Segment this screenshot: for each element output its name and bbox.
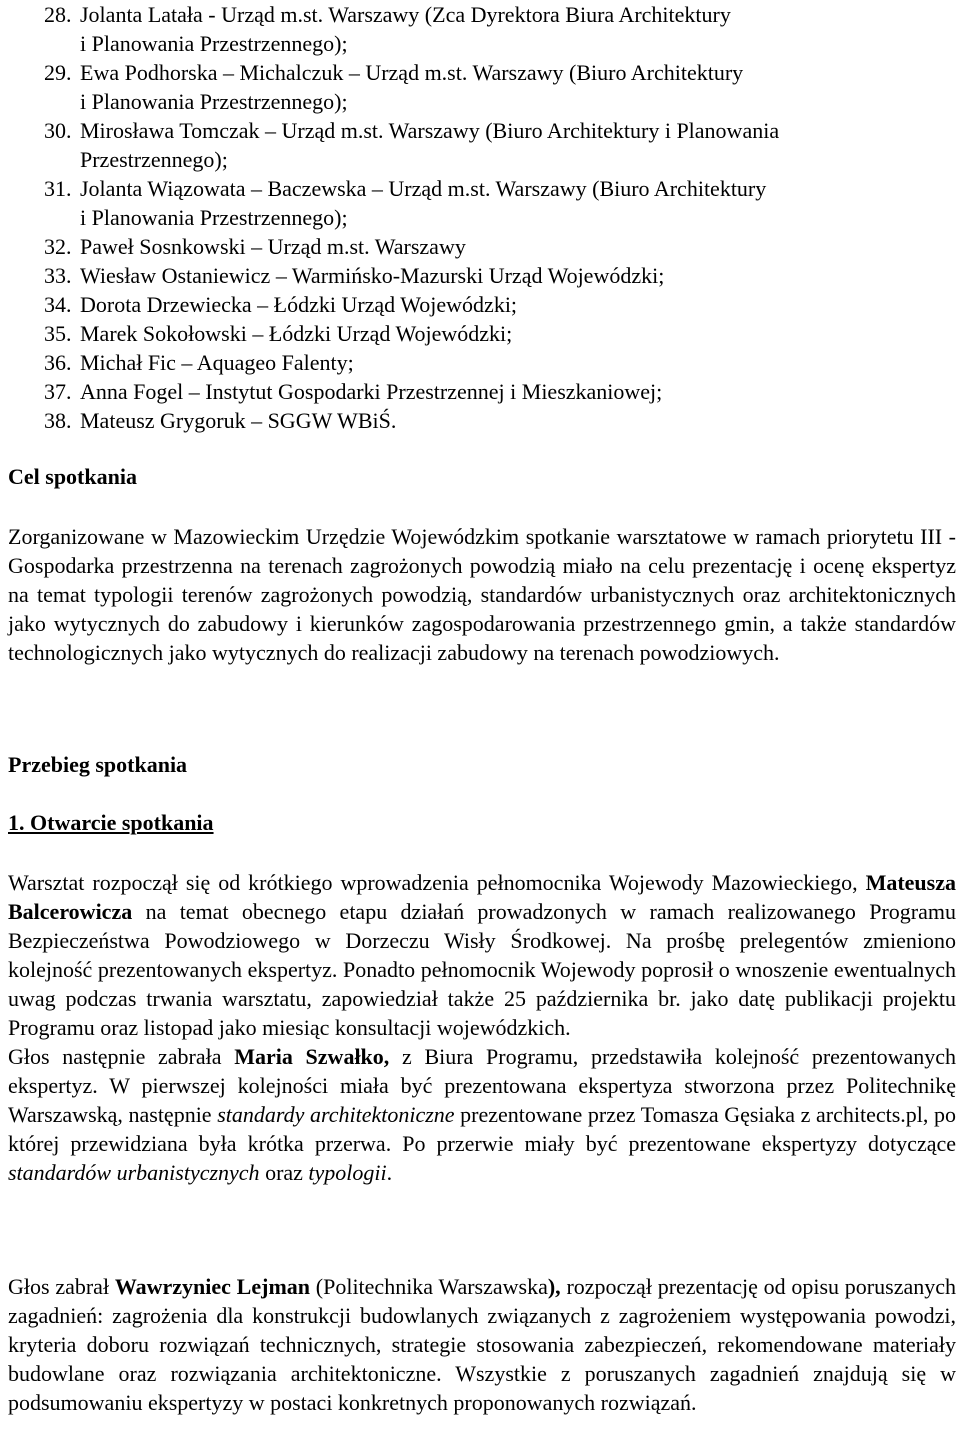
list-number: 33. — [44, 263, 72, 288]
paragraph — [8, 868, 956, 1042]
speaker-name: Wawrzyniec Lejman — [114, 1274, 310, 1299]
list-number: 30. — [44, 118, 72, 143]
list-text: Mirosława Tomczak – Urząd m.st. Warszawy (Biuro Architektury i Planowania — [80, 118, 780, 143]
list-item — [0, 290, 960, 319]
text-run: na temat obecnego etapu działań prowadzonych w ramach realizowanego Programu Bezpieczeństwa Powodziowego w Dorzeczu Wisły Środkowej. Na prośbę prelegentów zmieniono kolejność prezentowanych ekspertyz. Ponadto pełnomocnik Wojewody poprosił o wnoszenie ewentualnych uwag podczas trwania warsztatu, zapowiedział także 25 października br. jako datę publikacji projektu Programu oraz listopad jako miesiąc konsultacji wojewódzkich. — [8, 899, 956, 1040]
list-number: 32. — [44, 234, 72, 259]
text-run: (Politechnika Warszawska — [310, 1274, 548, 1299]
list-text-continued: Przestrzennego); — [80, 147, 228, 172]
list-text: Jolanta Wiązowata – Baczewska – Urząd m.st. Warszawy (Biuro Architektury — [80, 176, 767, 201]
opening-heading: 1. Otwarcie spotkania — [8, 810, 214, 835]
list-item — [0, 232, 960, 261]
text-run: . — [386, 1160, 393, 1185]
list-item — [0, 58, 960, 116]
paragraph — [8, 1272, 956, 1417]
emphasis: standardy architektoniczne — [217, 1102, 455, 1127]
paragraph — [8, 1042, 956, 1187]
list-text: Jolanta Latała - Urząd m.st. Warszawy (Zca Dyrektora Biura Architektury — [80, 2, 731, 27]
text-run: rozpoczął prezentację od opisu poruszanych zagadnień: zagrożenia dla konstrukcji budowlanych związanych z zagrożeniem występowania powodzi, kryteria doboru rozwiązań technicznych, strategie stosowania zabezpieczeń, rekomendowane materiały budowlane oraz rozwiązania architektoniczne. Wszystkie z poruszanych zagadnień znajdują się w podsumowaniu ekspertyzy w postaci konkretnych proponowanych rozwiązań. — [8, 1274, 956, 1415]
text-run: prezentowane przez Tomasza Gęsiaka z architects.pl, po której przewidziana była krótka przerwa. Po przerwie miały być prezentowane ekspertyzy dotyczące — [8, 1102, 957, 1156]
list-number: 36. — [44, 350, 72, 375]
list-number: 34. — [44, 292, 72, 317]
goal-paragraph — [8, 522, 956, 667]
list-text-continued: i Planowania Przestrzennego); — [80, 89, 348, 114]
opening-paragraphs — [8, 868, 956, 1187]
list-item — [0, 406, 960, 435]
list-item — [0, 116, 960, 174]
list-number: 29. — [44, 60, 72, 85]
list-text: Mateusz Grygoruk – SGGW WBiŚ. — [80, 408, 397, 433]
list-text: Anna Fogel – Instytut Gospodarki Przestrzennej i Mieszkaniowej; — [80, 379, 663, 404]
speaker-paragraph — [8, 1272, 956, 1417]
list-text-continued: i Planowania Przestrzennego); — [80, 205, 348, 230]
list-text: Dorota Drzewiecka – Łódzki Urząd Wojewódzki; — [80, 292, 518, 317]
list-item — [0, 348, 960, 377]
list-item — [0, 261, 960, 290]
speaker-name: Mateusza Balcerowicza — [8, 870, 956, 924]
list-text: Marek Sokołowski – Łódzki Urząd Wojewódzki; — [80, 321, 513, 346]
list-number: 37. — [44, 379, 72, 404]
course-heading: Przebieg spotkania — [8, 752, 188, 777]
list-number: 38. — [44, 408, 72, 433]
text-run: Głos następnie zabrała — [8, 1044, 235, 1069]
list-text: Wiesław Ostaniewicz – Warmińsko-Mazurski Urząd Wojewódzki; — [80, 263, 665, 288]
text-run: oraz — [259, 1160, 309, 1185]
text-run: z Biura Programu, przedstawiła kolejność prezentowanych ekspertyz. W pierwszej kolejności miała być prezentowana ekspertyza stworzona przez Politechnikę Warszawską, następnie — [8, 1044, 956, 1127]
attendee-list — [0, 0, 960, 435]
list-text: Michał Fic – Aquageo Falenty; — [80, 350, 354, 375]
list-number: 31. — [44, 176, 72, 201]
text-run: Głos zabrał — [8, 1274, 115, 1299]
text-run-bold: ), — [547, 1274, 561, 1299]
goal-heading: Cel spotkania — [8, 464, 137, 489]
list-item — [0, 377, 960, 406]
speaker-name: Maria Szwałko, — [234, 1044, 390, 1069]
emphasis: typologii — [308, 1160, 387, 1185]
list-text: Ewa Podhorska – Michalczuk – Urząd m.st. Warszawy (Biuro Architektury — [80, 60, 744, 85]
emphasis: standardów urbanistycznych — [8, 1160, 260, 1185]
list-text-continued: i Planowania Przestrzennego); — [80, 31, 348, 56]
list-item — [0, 319, 960, 348]
list-number: 35. — [44, 321, 72, 346]
list-item — [0, 174, 960, 232]
list-item — [0, 0, 960, 58]
text-run: Warsztat rozpoczął się od krótkiego wprowadzenia pełnomocnika Wojewody Mazowieckiego, — [8, 870, 866, 895]
list-text: Paweł Sosnkowski – Urząd m.st. Warszawy — [80, 234, 466, 259]
list-number: 28. — [44, 2, 72, 27]
goal-text: Zorganizowane w Mazowieckim Urzędzie Wojewódzkim spotkanie warsztatowe w ramach priorytetu III - Gospodarka przestrzenna na terenach zagrożonych powodzią miało na celu prezentację i ocenę ekspertyz na temat typologii terenów zagrożonych powodzią, standardów urbanistycznych oraz architektonicznych jako wytycznych do zabudowy i kierunków zagospodarowania przestrzennego gmin, a także standardów technologicznych jako wytycznych do realizacji zabudowy na terenach powodziowych. — [8, 524, 956, 665]
